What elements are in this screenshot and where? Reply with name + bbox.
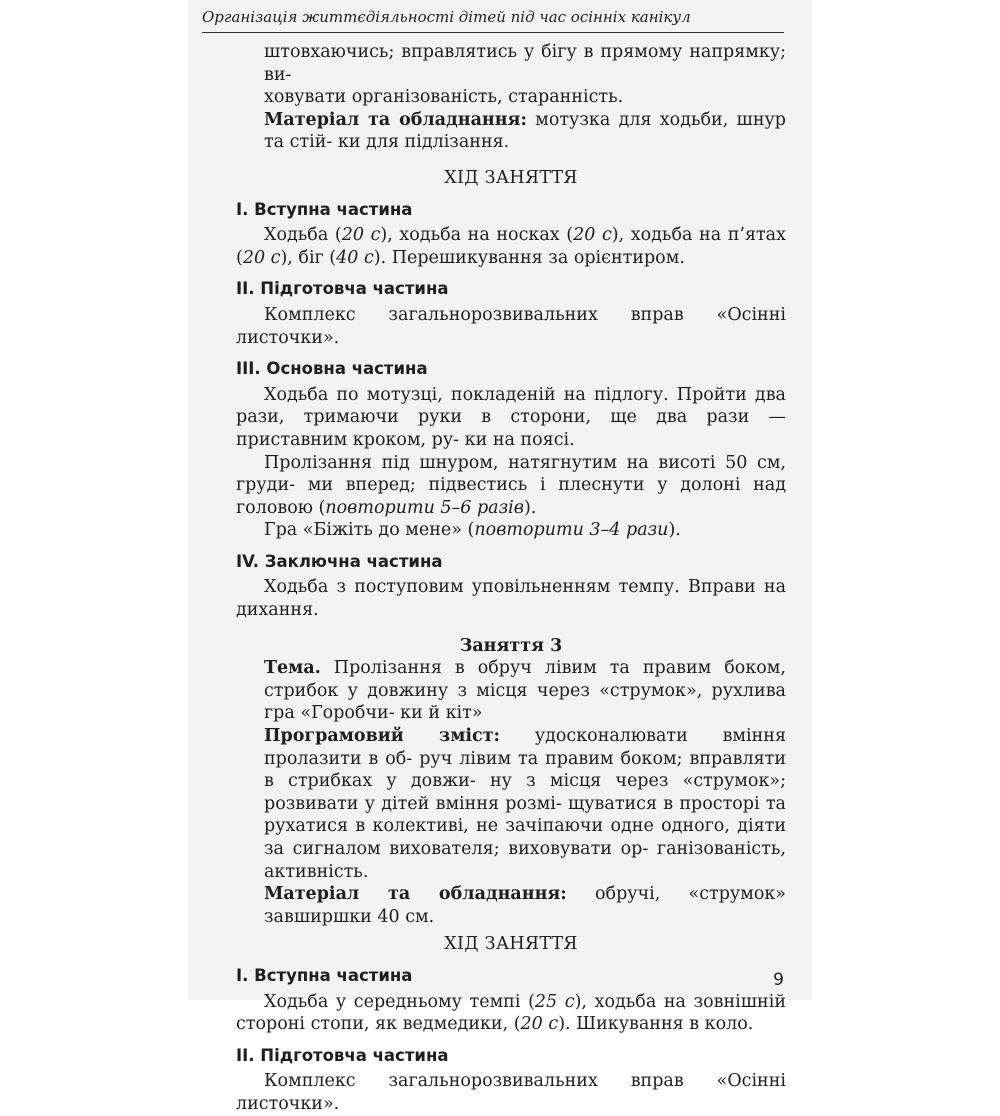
running-header: Організація життєдіяльності дітей під час осінніх канікул xyxy=(202,6,784,33)
course-heading: ХІД ЗАНЯТТЯ xyxy=(444,167,578,188)
materials-label: Матеріал та обладнання: xyxy=(264,109,527,130)
materials-paragraph: Матеріал та обладнання: обручі, «струмок» завширшки 40 см. xyxy=(264,884,786,927)
section-text: Гра «Біжіть до мене» (повторити 3–4 рази). xyxy=(264,520,681,541)
section-text: Ходьба (20 с), ходьба на носках (20 с), ходьба на п’ятах (20 с), біг (40 с). Перешикування за орієнтиром. xyxy=(236,225,786,268)
program-paragraph: Програмовий зміст: удосконалювати вміння пролазити в об- руч лівим та правим боком; вправляти в стрибках у довжи- ну з місця через «струмок»; розвивати у дітей вміння розмі- щуватися в просторі та рухатися в колективі, не зачіпаючи одне одного, діяти за сигналом вихователя; виховувати ор- ганізованість, активність. xyxy=(264,726,786,882)
section-title: IV. Заключна частина xyxy=(236,551,443,571)
section-title: ІІ. Підготовча частина xyxy=(236,1045,449,1065)
materials-paragraph xyxy=(236,109,786,154)
page-number: 9 xyxy=(773,970,784,991)
lesson-title: Заняття 3 xyxy=(459,635,563,656)
program-label: Програмовий зміст: xyxy=(264,726,501,747)
section-text: Ходьба у середньому темпі (25 с), ходьба на зовнішній стороні стопи, як ведмедики, (20 с). Шикування в коло. xyxy=(236,991,786,1035)
materials-text: мотузка для ходьби, шнур та стій- ки для підлізання. xyxy=(264,109,786,153)
section-title: І. Вступна частина xyxy=(236,965,413,985)
course-heading: ХІД ЗАНЯТТЯ xyxy=(444,934,578,955)
section-text: Ходьба по мотузці, покладеній на підлогу. Пройти два рази, тримаючи руки в сторони, ще два рази — приставним кроком, ру- ки на поясі. xyxy=(236,384,786,450)
theme-label: Тема. xyxy=(264,658,321,679)
section-title: ІІІ. Основна частина xyxy=(236,359,428,379)
book-page xyxy=(188,0,812,1114)
section-title: ІІ. Підготовча частина xyxy=(236,279,449,299)
page-content xyxy=(236,41,786,1116)
paragraph-line: ховувати організованість, старанність. xyxy=(264,87,624,108)
materials-label: Матеріал та обладнання: xyxy=(264,884,567,905)
section-text: Комплекс загальнорозвивальних вправ «Осінні листочки». xyxy=(236,304,786,348)
theme-paragraph: Тема. Пролізання в обруч лівим та правим боком, стрибок у довжину з місця через «струмок», рухлива гра «Горобчи- ки й кіт» xyxy=(264,658,786,724)
section-text: Ходьба з поступовим уповільненням темпу. Вправи на дихання. xyxy=(236,577,786,621)
paragraph-line: штовхаючись; вправлятись у бігу в прямому напрямку; ви- xyxy=(264,42,786,85)
section-title: І. Вступна частина xyxy=(236,199,413,219)
section-text: Пролізання під шнуром, натягнутим на висоті 50 см, груди- ми вперед; підвестись і плеснути у долоні над головою (повторити 5–6 разів). xyxy=(236,452,786,518)
section-text: Комплекс загальнорозвивальних вправ «Осінні листочки». xyxy=(236,1071,786,1114)
